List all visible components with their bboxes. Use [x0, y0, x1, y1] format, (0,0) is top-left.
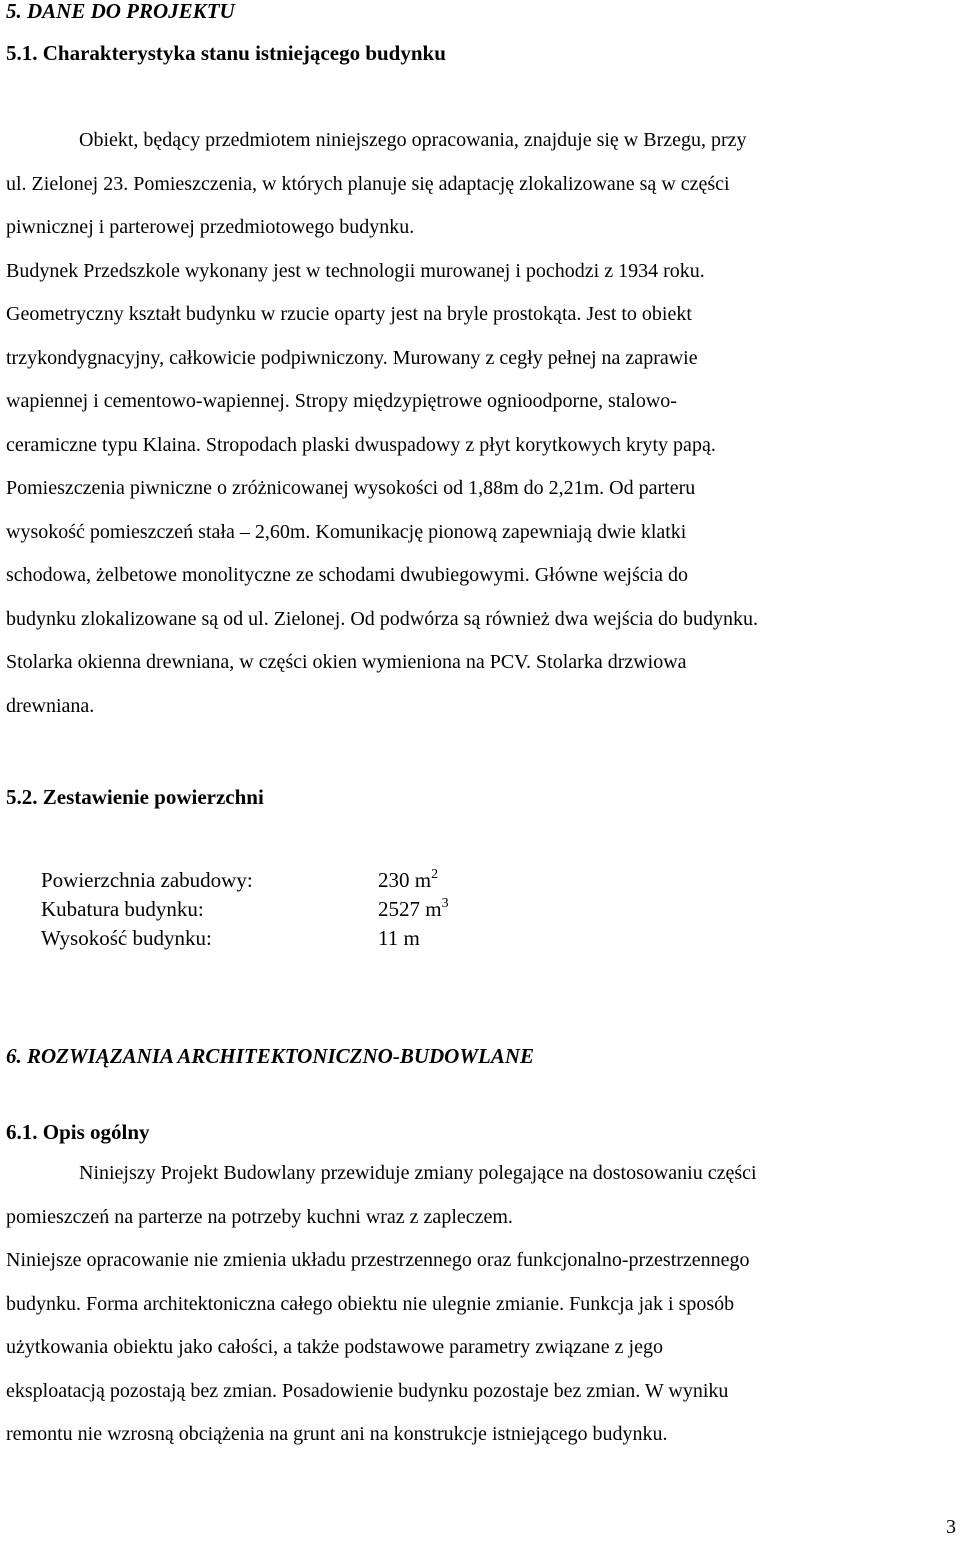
text-line: Geometryczny kształt budynku w rzucie oparty jest na bryle prostokąta. Jest to obiekt	[6, 303, 692, 325]
text-line: użytkowania obiektu jako całości, a także podstawowe parametry związane z jego	[6, 1336, 663, 1358]
area-label: Powierzchnia zabudowy:	[41, 868, 253, 892]
text-line: ceramiczne typu Klaina. Stropodach plaski dwuspadowy z płyt korytkowych kryty papą.	[6, 433, 716, 456]
text-line: trzykondygnacyjny, całkowicie podpiwniczony. Murowany z cegły pełnej na zaprawie	[6, 346, 698, 369]
area-value: 2527 $m^3$	[378, 896, 449, 921]
text-line: Stolarka okienna drewniana, w części okien wymieniona na PCV. Stolarka drzwiowa	[6, 651, 687, 673]
area-label: Wysokość budynku:	[41, 926, 212, 950]
text-line: budynku. Forma architektoniczna całego obiektu nie ulegnie zmianie. Funkcja jak i sposób	[6, 1292, 735, 1315]
text-line: budynku zlokalizowane są od ul. Zielonej. Od podwórza są również dwa wejścia do budynku.	[6, 607, 759, 630]
text-line: Niniejszy Projekt Budowlany przewiduje zmiany polegające na dostosowaniu części	[79, 1162, 757, 1184]
area-label: Kubatura budynku:	[41, 897, 204, 921]
section-5-2-heading: 5.2. Zestawienie powierzchni	[6, 785, 264, 809]
area-value: 11 m	[378, 926, 420, 950]
text-line: pomieszczeń na parterze na potrzeby kuchni wraz z zapleczem.	[6, 1205, 513, 1228]
text-line: ul. Zielonej 23. Pomieszczenia, w których planuje się adaptację zlokalizowane są w części	[6, 172, 730, 195]
text-line: Obiekt, będący przedmiotem niniejszego opracowania, znajduje się w Brzegu, przy	[79, 129, 747, 151]
area-row-footprint	[41, 866, 449, 895]
area-value: 230 $m^2$	[378, 867, 439, 892]
section-6-1-paragraph	[6, 1152, 956, 1457]
page-number: 3	[946, 1516, 956, 1538]
section-5-heading: 5. DANE DO PROJEKTU	[6, 0, 235, 23]
text-line: wysokość pomieszczeń stała – 2,60m. Komunikację pionową zapewniają dwie klatki	[6, 520, 687, 543]
text-line: eksploatacją pozostają bez zmian. Posadowienie budynku pozostaje bez zmian. W wyniku	[6, 1379, 729, 1402]
text-line: remontu nie wzrosną obciążenia na grunt ani na konstrukcje istniejącego budynku.	[6, 1423, 668, 1445]
area-row-volume	[41, 895, 449, 924]
section-5-1-paragraph	[6, 119, 956, 728]
text-line: wapiennej i cementowo-wapiennej. Stropy międzypiętrowe ognioodporne, stalowo-	[6, 390, 677, 412]
section-6-heading: 6. ROZWIĄZANIA ARCHITEKTONICZNO-BUDOWLANE	[6, 1044, 535, 1068]
text-line: schodowa, żelbetowe monolityczne ze schodami dwubiegowymi. Główne wejścia do	[6, 564, 689, 586]
section-6-1-heading: 6.1. Opis ogólny	[6, 1120, 150, 1144]
text-line: drewniana.	[6, 694, 95, 717]
area-row-height	[41, 924, 449, 953]
text-line: Budynek Przedszkole wykonany jest w technologii murowanej i pochodzi z 1934 roku.	[6, 259, 705, 282]
text-line: piwnicznej i parterowej przedmiotowego budynku.	[6, 216, 415, 238]
area-summary	[41, 866, 449, 953]
section-5-1-heading: 5.1. Charakterystyka stanu istniejącego budynku	[6, 41, 446, 65]
text-line: Pomieszczenia piwniczne o zróżnicowanej wysokości od 1,88m do 2,21m. Od parteru	[6, 477, 696, 499]
text-line: Niniejsze opracowanie nie zmienia układu przestrzennego oraz funkcjonalno-przestrzennego	[6, 1249, 750, 1271]
